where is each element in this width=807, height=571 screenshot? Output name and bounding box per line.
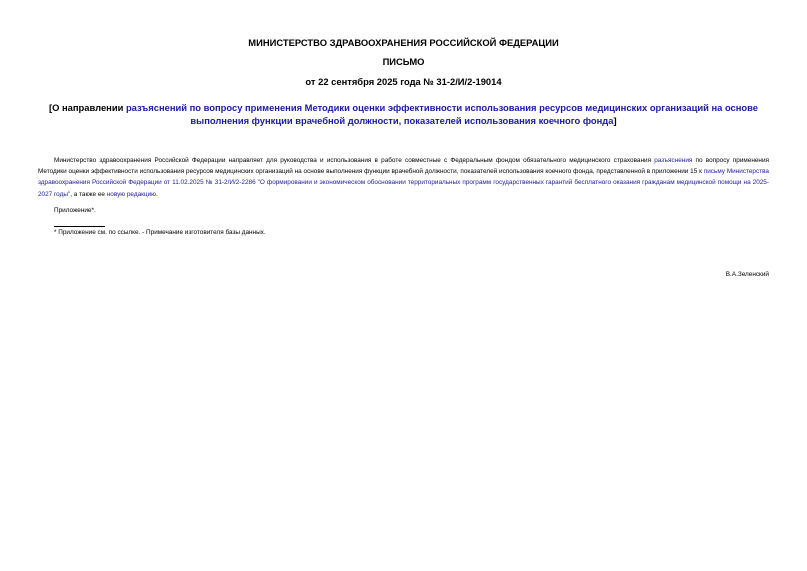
body-text: по вопросу применения Методики оценки эффективности использования ресурсов медицинских организаций на основе выполнения функции врачебной должности, показателей использования коечного фонда, представленной в приложении 15 к xyxy=(38,157,769,176)
clarifications-link[interactable]: разъяснения xyxy=(654,157,693,164)
document-type-heading: ПИСЬМО xyxy=(382,56,425,67)
body-text: Министерство здравоохранения Российской Федерации направляет для руководства и использования в работе совместные с Федеральным фондом обязательного медицинского страхования xyxy=(54,157,655,164)
body-text: , а также ее xyxy=(70,190,107,198)
footnote-text: * Приложение см. по ссылке. - Примечание изготовителя базы данных. xyxy=(54,229,266,236)
body-paragraph xyxy=(38,155,769,200)
signature-name: В.А.Зеленский xyxy=(725,271,769,278)
appendix-label: Приложение*. xyxy=(54,207,96,214)
subject-prefix: [О направлении xyxy=(48,102,126,113)
subject-suffix: ] xyxy=(613,114,617,126)
document-date-number: от 22 сентября 2025 года № 31-2/И/2-19014 xyxy=(305,76,502,87)
footnote-divider xyxy=(54,226,105,227)
new-edition-link[interactable]: новую редакцию xyxy=(106,190,156,198)
subject-link[interactable]: разъяснений по вопросу применения Методики оценки эффективности использования ресурсов медицинских организаций на основе выполнения функции врачебной должности, показателей использования коечного фонда xyxy=(125,102,759,126)
body-text: . xyxy=(155,190,158,198)
document-page xyxy=(38,0,769,571)
issuer-heading: МИНИСТЕРСТВО ЗДРАВООХРАНЕНИЯ РОССИЙСКОЙ ФЕДЕРАЦИИ xyxy=(248,37,559,48)
document-subject xyxy=(38,102,769,127)
ministry-letter-link[interactable]: письму Министерства здравоохранения Российской Федерации от 11.02.2025 № 31-2/И/2-2286 "О формировании и экономическом обосновании территориальных программ государственных гарантий бесплатного оказания гражданам медицинской помощи на 2025-2027 годы" xyxy=(38,168,769,198)
